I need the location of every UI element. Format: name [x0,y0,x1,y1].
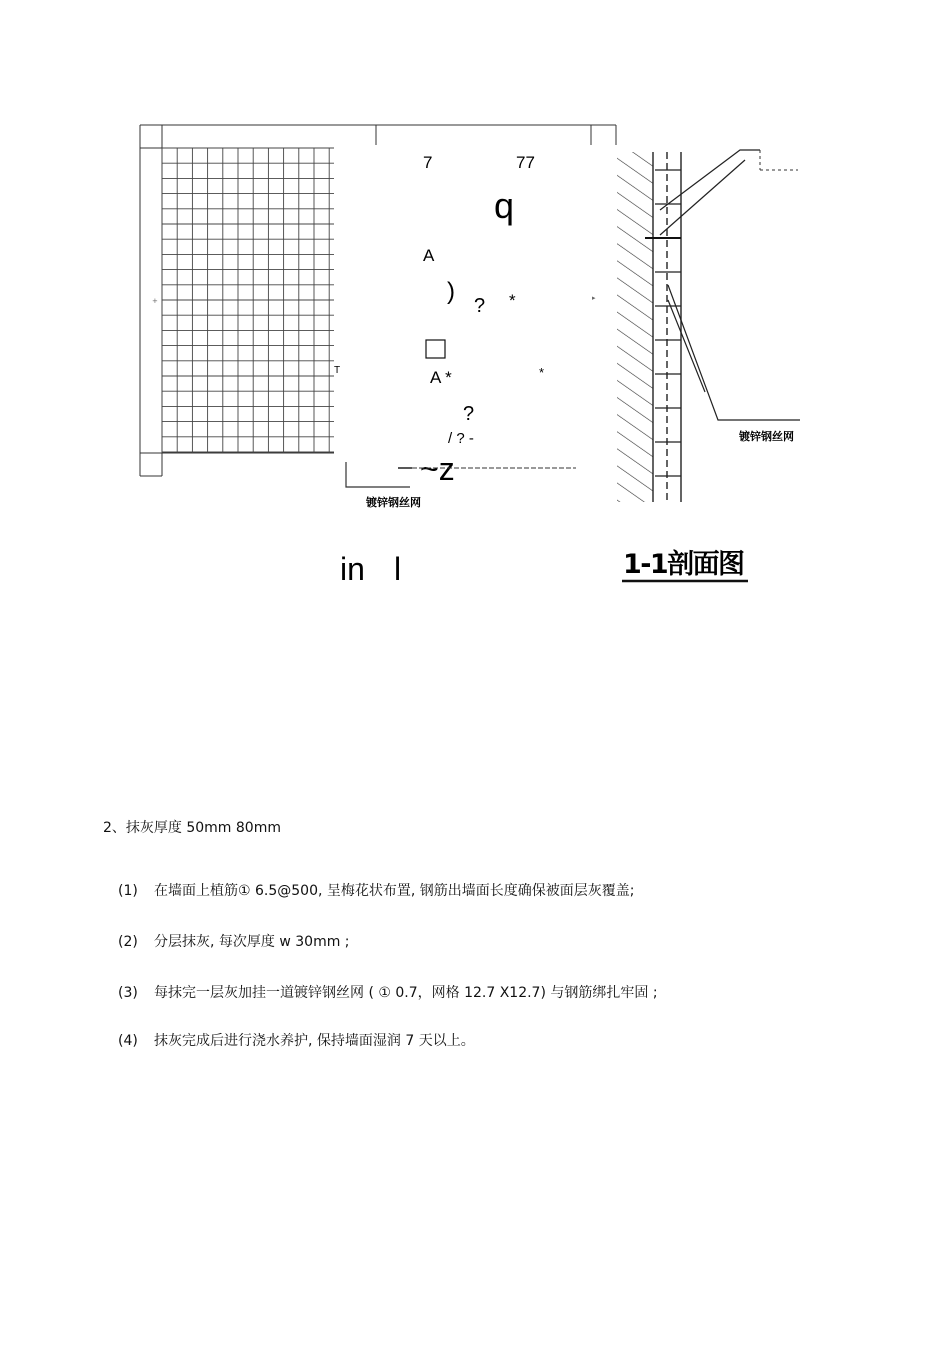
list-item [118,880,635,900]
ocr-fragment-10: * [539,365,545,380]
list-item-number: (1) [118,883,138,899]
list-item-number: (2) [118,934,138,950]
ocr-fragment-15: l [394,551,402,587]
section-view [616,145,800,585]
list-item [118,1030,475,1050]
middle-panel [334,145,616,585]
ocr-fragment-7: * [509,291,516,310]
ocr-fragment-2: 77 [516,153,535,172]
list-item-text: 每抹完一层灰加挂一道镀锌钢丝网 ( ① 0.7，网格 12.7 X12.7) 与钢筋绑扎牢固 ; [154,985,658,1001]
ocr-fragment-9: A * [430,368,452,387]
section-title: 2、抹灰厚度 50mm 80mm [103,820,281,836]
ocr-fragment-1: 7 [423,153,433,172]
ocr-fragment-6: ? [474,295,486,317]
wire-mesh-grid [162,148,334,453]
list-item [118,982,658,1002]
list-item-number: (4) [118,1033,138,1049]
ocr-fragment-5: ) [447,278,455,305]
ocr-fragment-14: in [340,551,365,587]
arrow-mark-icon: ▸ [592,294,596,302]
ocr-fragment-4: A [423,246,435,265]
list-item [118,931,350,951]
ocr-fragment-11: ? [463,403,475,425]
list-item-text: 在墙面上植筋① 6.5@500, 呈梅花状布置, 钢筋出墙面长度确保被面层灰覆盖; [154,883,635,899]
ocr-fragment-8: T [334,365,341,376]
mesh-label-right: 镀锌钢丝网 [739,430,794,443]
tick-mark-icon: + [152,297,158,305]
ocr-fragment-3: q [494,185,515,226]
section-caption: 1-1剖面图 [623,549,745,580]
ocr-fragment-13: ~z [420,451,455,487]
list-item-text: 抹灰完成后进行浇水养护, 保持墙面湿润 7 天以上。 [154,1033,475,1049]
ocr-fragment-12: / ? - [448,430,474,447]
list-item-number: (3) [118,985,138,1001]
wall-hatch [617,152,653,502]
list-item-text: 分层抹灰, 每次厚度 w 30mm ; [154,934,350,950]
drawing-figure [0,0,950,600]
mesh-label-left: 镀锌钢丝网 [366,496,421,509]
